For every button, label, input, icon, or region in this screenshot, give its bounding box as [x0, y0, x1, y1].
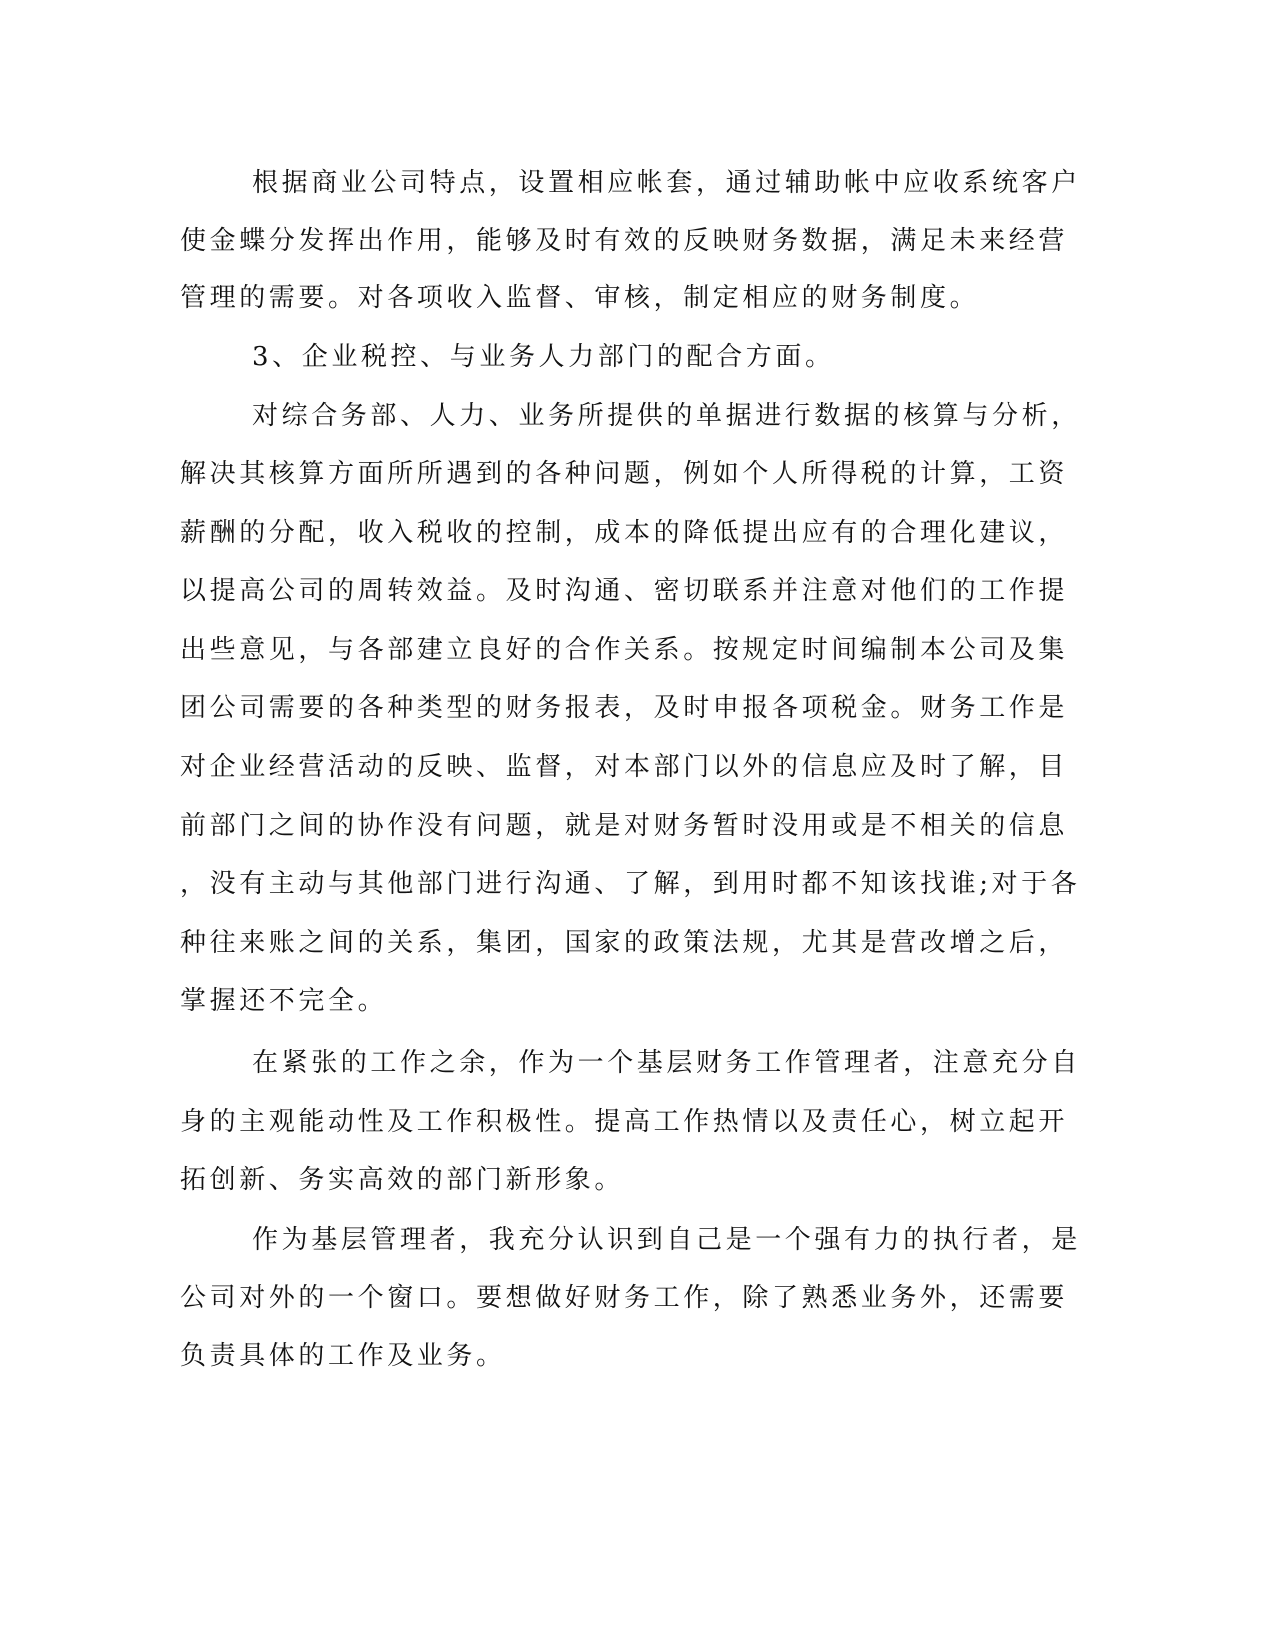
paragraph-line: 薪酬的分配，收入税收的控制，成本的降低提出应有的合理化建议，: [180, 518, 1069, 548]
paragraph-line: 根据商业公司特点，设置相应帐套，通过辅助帐中应收系统客户: [252, 168, 1081, 198]
paragraph-line: 种往来账之间的关系，集团，国家的政策法规，尤其是营改增之后，: [180, 928, 1069, 958]
paragraph-line: 作为基层管理者，我充分认识到自己是一个强有力的执行者，是: [252, 1225, 1081, 1255]
paragraph-line: 拓创新、务实高效的部门新形象。: [180, 1165, 625, 1195]
paragraph-line: 以提高公司的周转效益。及时沟通、密切联系并注意对他们的工作提: [180, 576, 1069, 606]
section-heading: 3、企业税控、与业务人力部门的配合方面。: [252, 342, 835, 372]
paragraph-line: 出些意见，与各部建立良好的合作关系。按规定时间编制本公司及集: [180, 635, 1069, 665]
paragraph-line: ，没有主动与其他部门进行沟通、了解，到用时都不知该找谁;对于各: [180, 869, 1081, 899]
paragraph-line: 掌握还不完全。: [180, 986, 388, 1016]
paragraph-line: 前部门之间的协作没有问题，就是对财务暂时没用或是不相关的信息: [180, 811, 1069, 841]
paragraph-line: 负责具体的工作及业务。: [180, 1341, 506, 1371]
paragraph-line: 身的主观能动性及工作积极性。提高工作热情以及责任心，树立起开: [180, 1107, 1069, 1137]
paragraph-line: 团公司需要的各种类型的财务报表，及时申报各项税金。财务工作是: [180, 693, 1069, 723]
paragraph-line: 使金蝶分发挥出作用，能够及时有效的反映财务数据，满足未来经营: [180, 226, 1069, 256]
paragraph-line: 解决其核算方面所所遇到的各种问题，例如个人所得税的计算，工资: [180, 459, 1069, 489]
paragraph-line: 对企业经营活动的反映、监督，对本部门以外的信息应及时了解，目: [180, 752, 1069, 782]
paragraph-line: 公司对外的一个窗口。要想做好财务工作，除了熟悉业务外，还需要: [180, 1283, 1069, 1313]
paragraph-line: 对综合务部、人力、业务所提供的单据进行数据的核算与分析，: [252, 401, 1081, 431]
paragraph-line: 在紧张的工作之余，作为一个基层财务工作管理者，注意充分自: [252, 1048, 1081, 1078]
paragraph-line: 管理的需要。对各项收入监督、审核，制定相应的财务制度。: [180, 283, 980, 313]
